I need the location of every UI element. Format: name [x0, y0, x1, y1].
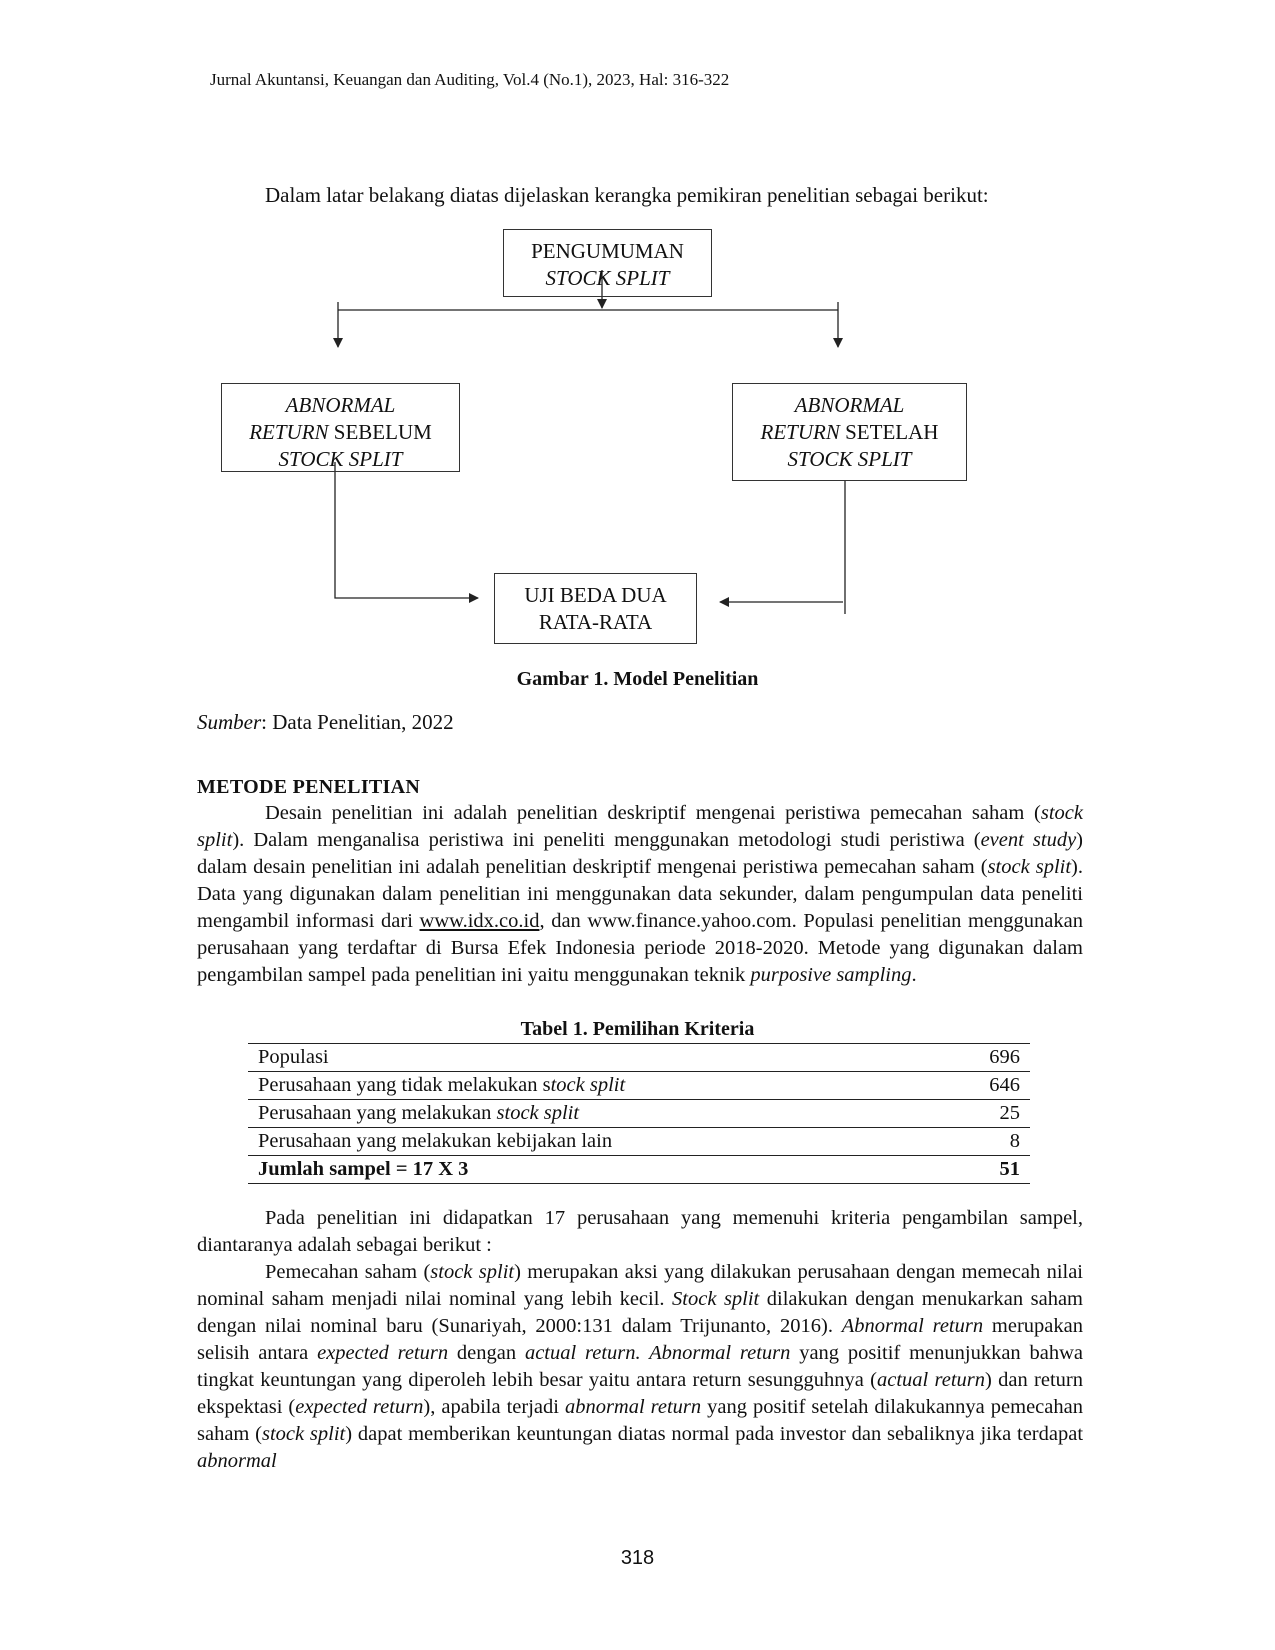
diagram-connectors: [0, 0, 1275, 660]
announcement-box: [503, 229, 712, 297]
p1-i4: purposive sampling: [750, 964, 912, 986]
p3-i8: abnormal return: [564, 1396, 702, 1418]
source-text: : Data Penelitian, 2022: [261, 710, 454, 734]
p3-t2: ) merupakan aksi yang dilakukan perusahaan dengan memecah nilai nominal saham menjadi nilai nominal yang lebih kecil.: [197, 1261, 1084, 1310]
p3-i1: stock split: [430, 1261, 515, 1283]
before-line2-italic: RETURN: [249, 420, 329, 444]
p1-t6: , dan www.finance.yahoo.com. Populasi penelitian menggunakan perusahaan yang terdaftar di Bursa Efek Indonesia periode 2018-2020. Metode yang digunakan dalam pengambilan sampel pada penelitian ini yaitu menggunakan teknik: [197, 910, 1083, 986]
row-label: [248, 1072, 939, 1100]
p1-i2: event study: [980, 829, 1077, 851]
idx-link[interactable]: www.idx.co.id: [419, 910, 540, 932]
p1-t3: ). Dalam menganalisa peristiwa ini peneliti menggunakan metodologi studi peristiwa (: [232, 829, 981, 851]
section-title: METODE PENELITIAN: [197, 776, 421, 798]
table-row: [248, 1072, 1030, 1100]
p3-t7: ) dan return ekspektasi (: [197, 1369, 1084, 1418]
after-line2-text: SETELAH: [839, 420, 939, 444]
page-number: 318: [620, 1547, 655, 1569]
intro-sentence: Dalam latar belakang diatas dijelaskan kerangka pemikiran penelitian sebagai berikut:: [265, 183, 989, 207]
row-value: 25: [939, 1100, 1030, 1128]
p1-t5: ). Data yang digunakan dalam penelitian ini menggunakan data sekunder, dalam pengumpulan data peneliti mengambil informasi dari: [197, 856, 1083, 932]
announcement-line1: PENGUMUMAN: [531, 239, 684, 263]
p3-i10: abnormal: [197, 1450, 277, 1472]
p3-t10: ) dapat memberikan keuntungan diatas normal pada investor dan sebaliknya jika terdapat: [345, 1423, 1084, 1445]
row-label-text: Perusahaan yang tidak melakukan s: [258, 1074, 551, 1096]
p1-t7: .: [911, 964, 917, 986]
methods-paragraph: [197, 800, 1083, 989]
journal-header: Jurnal Akuntansi, Keuangan dan Auditing, Vol.4 (No.1), 2023, Hal: 316-322: [210, 70, 730, 89]
table-total-row: [248, 1156, 1030, 1184]
p3-i4: expected return: [317, 1342, 449, 1364]
row-label: Perusahaan yang melakukan kebijakan lain: [248, 1128, 939, 1156]
p3-t1: Pemecahan saham (: [265, 1261, 431, 1283]
p3-t4: merupakan selisih antara: [197, 1315, 1083, 1364]
p1-t4: ) dalam desain penelitian ini adalah penelitian deskriptif mengenai peristiwa pemecahan saham (: [197, 829, 1083, 878]
row-label: [248, 1100, 939, 1128]
p2-text: Pada penelitian ini didapatkan 17 perusahaan yang memenuhi kriteria pengambilan sampel, diantaranya adalah sebagai berikut :: [197, 1207, 1083, 1256]
test-line2: RATA-RATA: [538, 610, 653, 634]
p3-t9: yang positif setelah dilakukannya pemecahan saham (: [197, 1396, 1083, 1445]
p3-i9: stock split: [262, 1423, 346, 1445]
row-label: Populasi: [248, 1044, 939, 1072]
sample-paragraph: [197, 1205, 1083, 1259]
p3-i5: actual return. Abnormal return: [524, 1342, 791, 1364]
table-row: [248, 1128, 1030, 1156]
p3-i6: actual return: [877, 1369, 986, 1391]
figure-caption: Gambar 1. Model Penelitian: [516, 668, 759, 690]
table-row: [248, 1100, 1030, 1128]
row-value: 696: [939, 1044, 1030, 1072]
p3-t5: dengan: [448, 1342, 525, 1364]
connector-left-to-bottom: [335, 462, 478, 598]
p3-i2: Stock split: [672, 1288, 760, 1310]
p3-t6: yang positif menunjukkan bahwa tingkat keuntungan yang diperoleh lebih besar yaitu antara return sesungguhnya (: [197, 1342, 1083, 1391]
stock-split-paragraph: [197, 1259, 1083, 1475]
p3-i7: expected return: [295, 1396, 424, 1418]
after-line2-italic: RETURN: [760, 420, 840, 444]
p1-i1: stock split: [197, 802, 1083, 851]
p3-i3: Abnormal return: [841, 1315, 984, 1337]
source-label: Sumber: [197, 710, 262, 734]
p3-t8: ), apabila terjadi: [423, 1396, 565, 1418]
after-line1: ABNORMAL: [794, 393, 905, 417]
before-line2-text: SEBELUM: [328, 420, 432, 444]
p3-t3: dilakukan dengan menukarkan saham dengan nilai nominal baru (Sunariyah, 2000:131 dalam Trijunanto, 2016).: [197, 1288, 1084, 1337]
figure-source: [197, 710, 454, 735]
before-line1: ABNORMAL: [285, 393, 396, 417]
table-row: [248, 1044, 1030, 1072]
row-label-text: Perusahaan yang melakukan: [258, 1102, 497, 1124]
row-label-italic: stock split: [496, 1102, 580, 1124]
table-caption: Tabel 1. Pemilihan Kriteria: [520, 1018, 755, 1040]
total-value: 51: [939, 1156, 1030, 1184]
announcement-line2: STOCK SPLIT: [545, 266, 670, 290]
criteria-table: [248, 1043, 1030, 1184]
p1-t1: Desain penelitian ini adalah penelitian deskriptif mengenai peristiwa pemecahan saham: [265, 802, 1035, 824]
after-line3: STOCK SPLIT: [787, 447, 912, 471]
mean-difference-test-box: [494, 573, 697, 644]
test-line1: UJI BEDA DUA: [524, 583, 667, 607]
total-label: Jumlah sampel = 17 X 3: [248, 1156, 939, 1184]
p1-t2: (: [1034, 802, 1041, 824]
p1-i3: stock split: [987, 856, 1072, 878]
abnormal-return-after-box: [732, 383, 967, 481]
row-value: 8: [939, 1128, 1030, 1156]
abnormal-return-before-box: [221, 383, 460, 472]
before-line3: STOCK SPLIT: [278, 447, 403, 471]
row-value: 646: [939, 1072, 1030, 1100]
row-label-italic: tock split: [550, 1074, 626, 1096]
